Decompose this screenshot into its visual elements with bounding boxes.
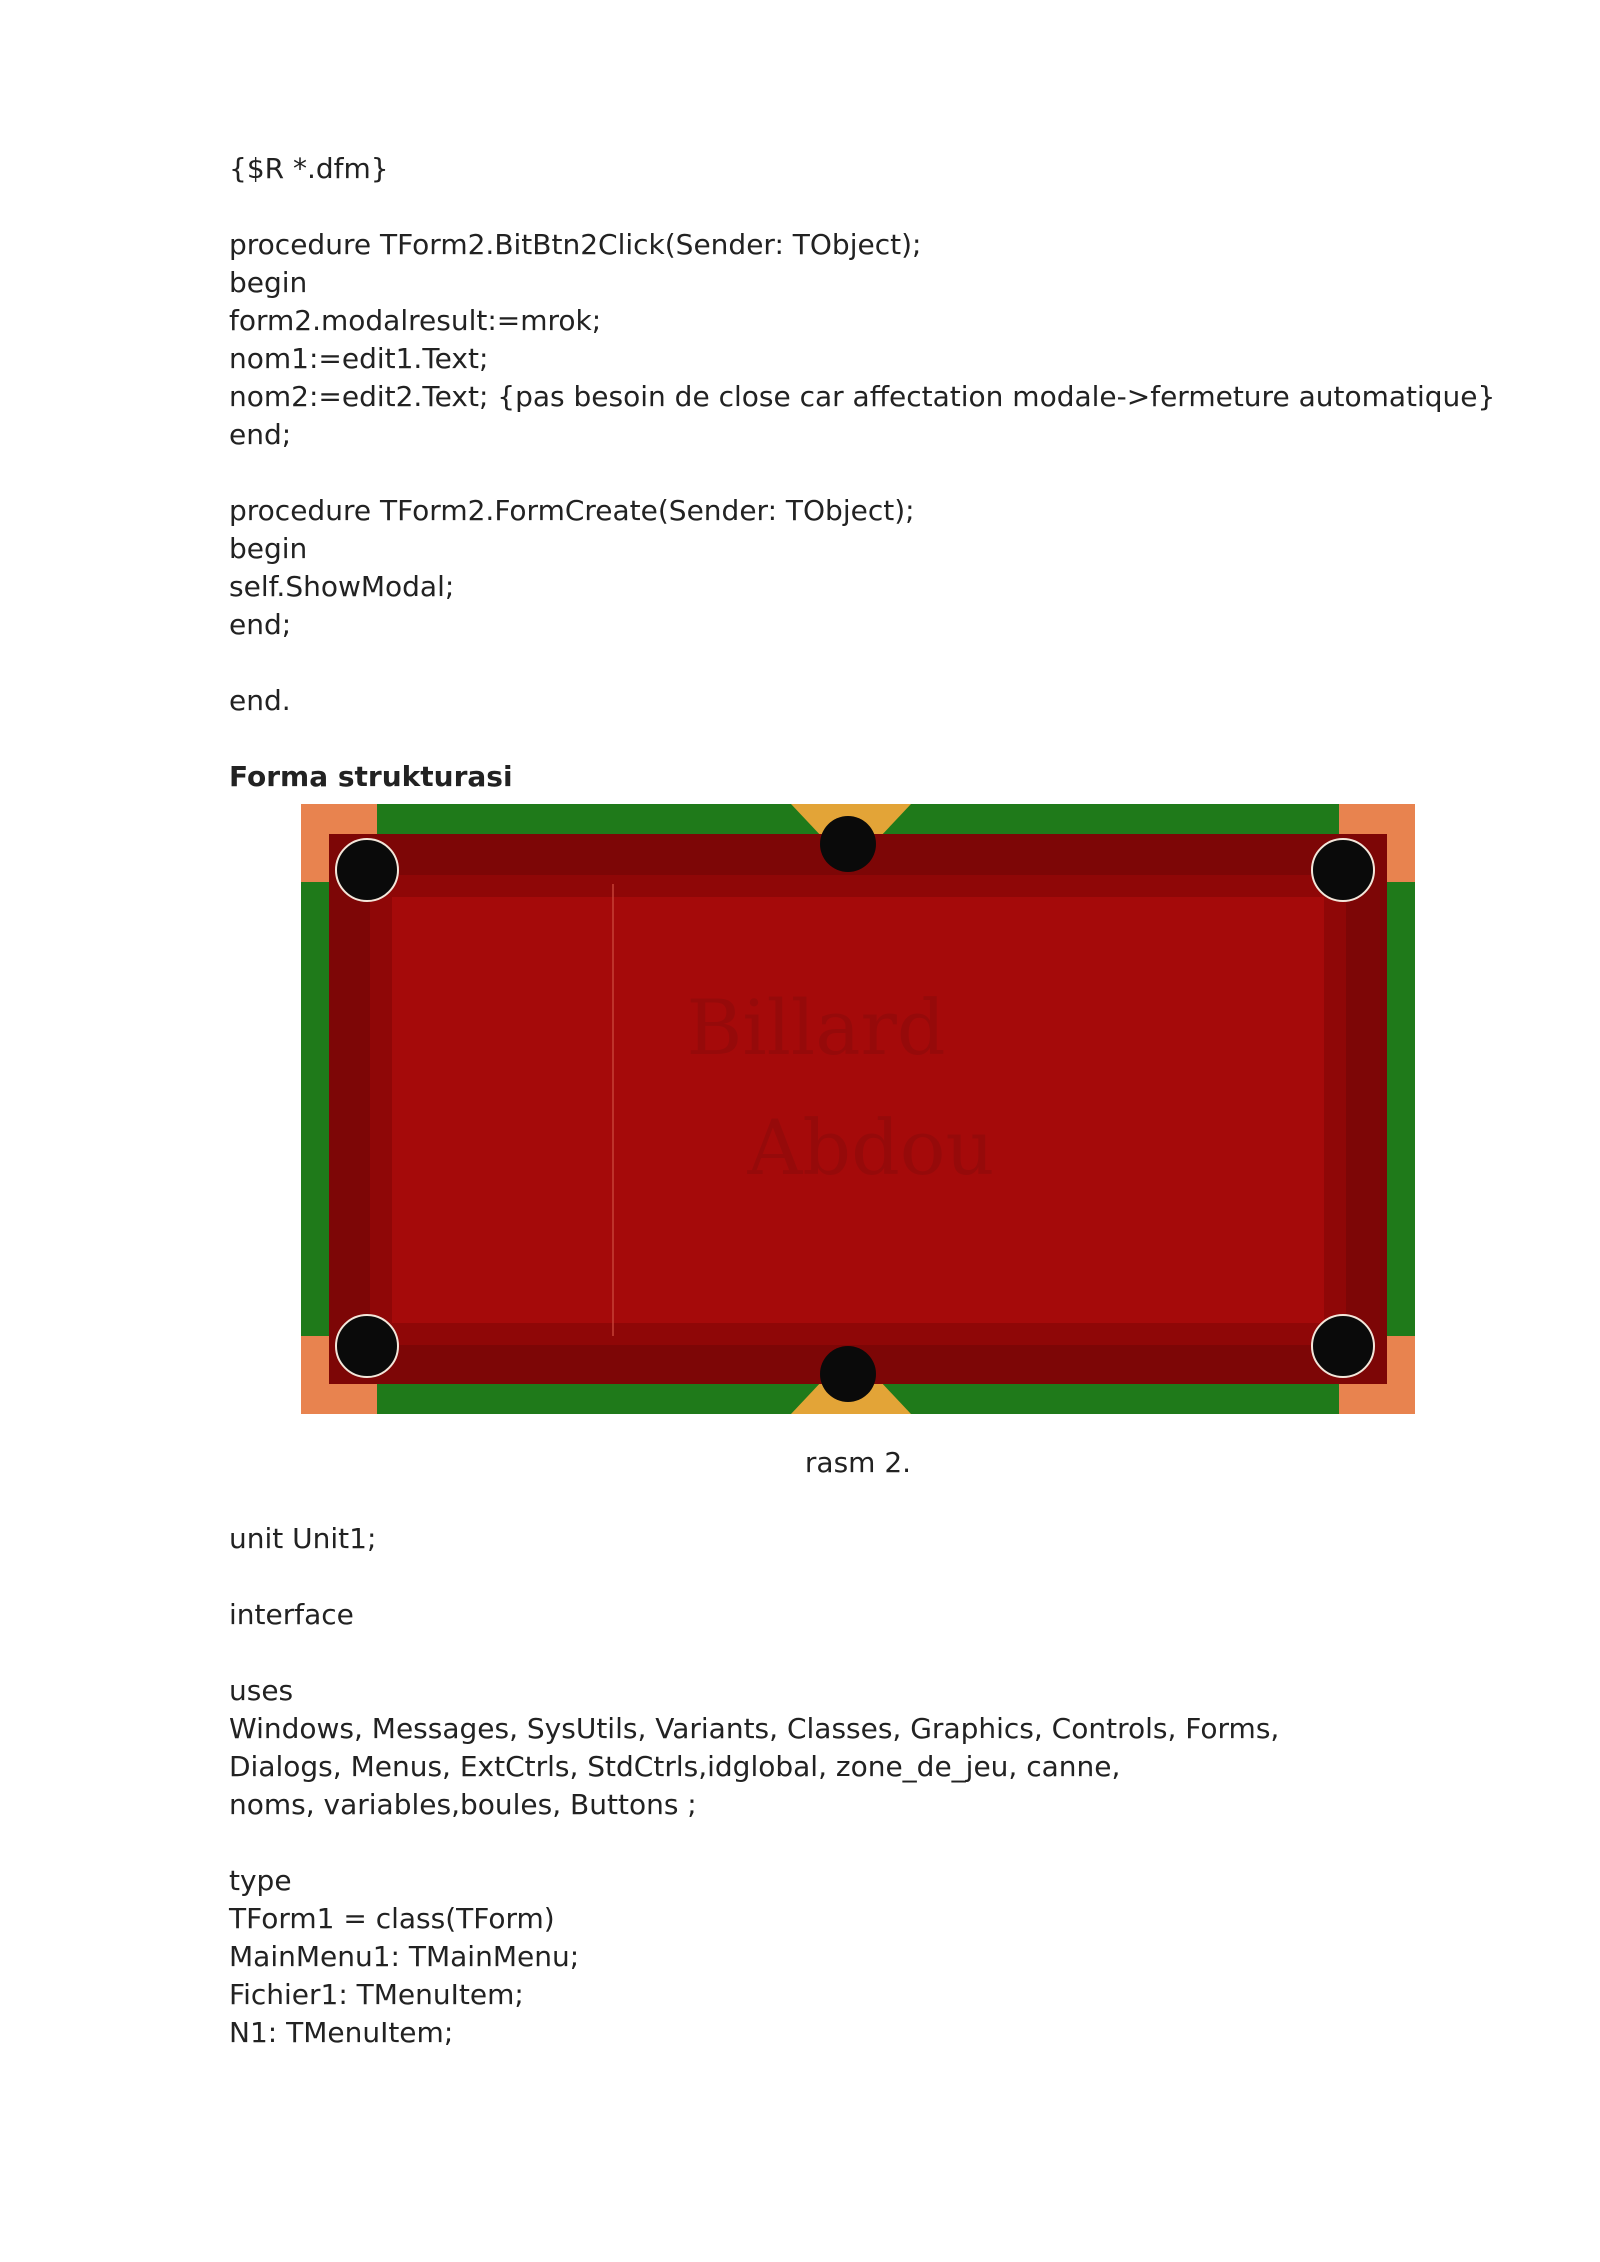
spacer	[229, 720, 1429, 758]
code-line: Windows, Messages, SysUtils, Variants, Classes, Graphics, Controls, Forms,	[229, 1712, 1280, 1745]
code-line: form2.modalresult:=mrok;	[229, 304, 602, 337]
document-page	[229, 150, 1496, 2052]
code-block-2	[229, 1520, 1429, 2052]
code-line: begin	[229, 266, 308, 299]
watermark-text-2: Abdou	[747, 1103, 995, 1192]
code-block-1	[229, 150, 1496, 720]
code-line: interface	[229, 1598, 354, 1631]
pocket	[336, 839, 398, 901]
code-line: begin	[229, 532, 308, 565]
code-blank-line	[229, 1634, 1429, 1672]
pocket	[820, 1346, 876, 1402]
figure-caption: rasm 2.	[804, 1446, 912, 1479]
code-line: procedure TForm2.FormCreate(Sender: TObject);	[229, 494, 915, 527]
section-heading: Forma strukturasi	[229, 760, 513, 793]
code-blank-line	[229, 644, 1429, 682]
code-line: self.ShowModal;	[229, 570, 455, 603]
code-line: end;	[229, 418, 292, 451]
billiard-table-image	[301, 804, 1415, 1414]
code-line: end.	[229, 684, 291, 717]
pocket	[820, 816, 876, 872]
code-line: nom2:=edit2.Text; {pas besoin de close car affectation modale->fermeture automatique}	[229, 380, 1496, 413]
code-line: type	[229, 1864, 292, 1897]
figure-container	[229, 804, 1429, 1444]
pocket	[1312, 1315, 1374, 1377]
code-blank-line	[229, 1558, 1429, 1596]
code-blank-line	[229, 454, 1429, 492]
code-line: uses	[229, 1674, 294, 1707]
spacer	[229, 1482, 1429, 1520]
code-line: noms, variables,boules, Buttons ;	[229, 1788, 697, 1821]
pocket	[1312, 839, 1374, 901]
code-blank-line	[229, 188, 1429, 226]
code-line: MainMenu1: TMainMenu;	[229, 1940, 580, 1973]
code-line: N1: TMenuItem;	[229, 2016, 454, 2049]
code-line: Fichier1: TMenuItem;	[229, 1978, 524, 2011]
code-blank-line	[229, 1824, 1429, 1862]
code-line: procedure TForm2.BitBtn2Click(Sender: TObject);	[229, 228, 922, 261]
code-line: {$R *.dfm}	[229, 152, 389, 185]
watermark-text-1: Billard	[686, 983, 946, 1072]
code-line: Dialogs, Menus, ExtCtrls, StdCtrls,idglobal, zone_de_jeu, canne,	[229, 1750, 1121, 1783]
code-line: nom1:=edit1.Text;	[229, 342, 489, 375]
code-line: end;	[229, 608, 292, 641]
pocket	[336, 1315, 398, 1377]
code-line: unit Unit1;	[229, 1522, 377, 1555]
code-line: TForm1 = class(TForm)	[229, 1902, 555, 1935]
